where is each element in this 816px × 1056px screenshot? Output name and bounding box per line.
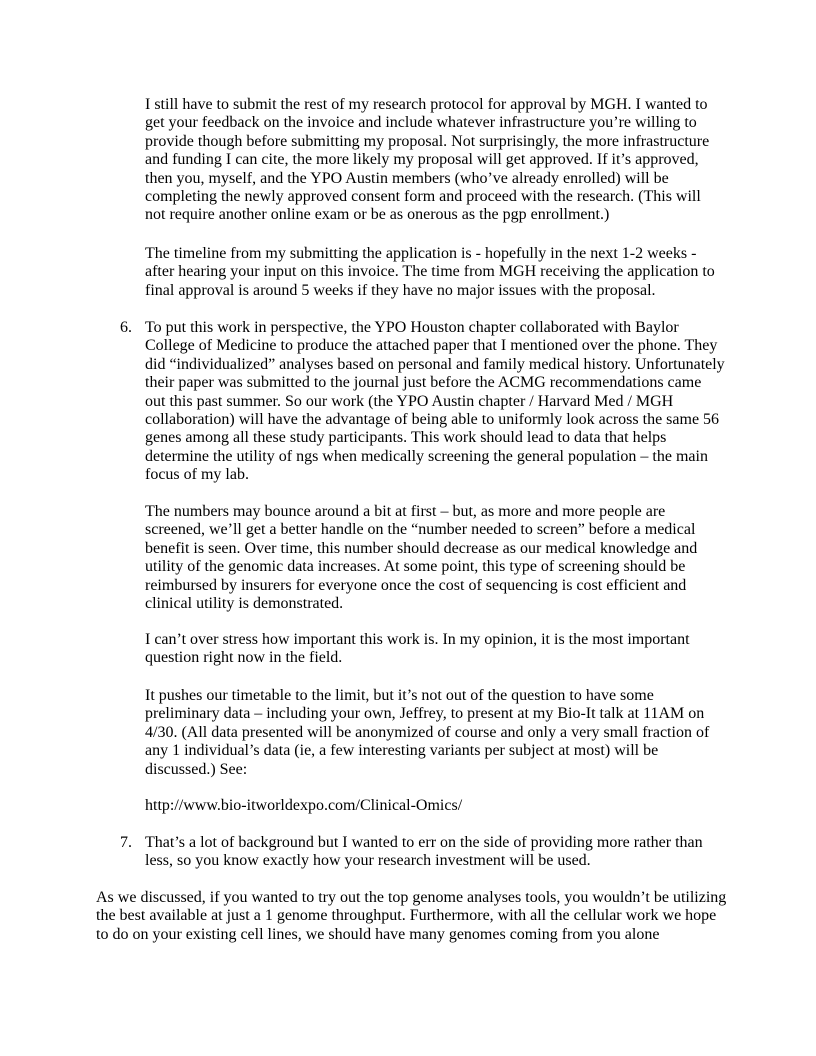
list-item-6-text: To put this work in perspective, the YPO Houston chapter collaborated with Baylor College of Medicine to produce the attached paper that I mentioned over the phone. They did “individualized” analyses based on personal and family medical history. Unfortunately their paper was submitted to the journal just before the ACMG recommendations came out this past summer. So our work (the YPO Austin chapter / Harvard Med / MGH collaboration) will have the advantage of being able to uniformly look across the same 56 genes among all these study participants. This work should lead to data that helps determine the utility of ngs when medically screening the general population – the main focus of my lab. — [145, 319, 725, 484]
paragraph-stress: I can’t over stress how important this work is. In my opinion, it is the most important question right now in the field. — [145, 631, 690, 667]
list-number-7: 7. — [120, 834, 132, 851]
paragraph-numbers: The numbers may bounce around a bit at first – but, as more and more people are screened, we’ll get a better handle on the “number needed to screen” before a medical benefit is seen. Over time, this number should decrease as our medical knowledge and utility of the genomic data increases. At some point, this type of screening should be reimbursed by insurers for everyone once the cost of sequencing is cost efficient and clinical utility is demonstrated. — [145, 503, 698, 613]
list-number-6: 6. — [120, 319, 132, 336]
paragraph-timeline: The timeline from my submitting the application is - hopefully in the next 1-2 weeks - after hearing your input on this invoice. The time from MGH receiving the application to final approval is around 5 weeks if they have no major issues with the proposal. — [145, 245, 715, 299]
paragraph-protocol: I still have to submit the rest of my research protocol for approval by MGH. I wanted to get your feedback on the invoice and include whatever infrastructure you’re willing to provide though before submitting my proposal. Not surprisingly, the more infrastructure and funding I can cite, the more likely my proposal will get approved. If it’s approved, then you, myself, and the YPO Austin members (who’ve already enrolled) will be completing the newly approved consent form and proceed with the research. (This will not require another online exam or be as onerous as the pgp enrollment.) — [145, 96, 710, 224]
list-item-7-text: That’s a lot of background but I wanted to err on the side of providing more rather than less, so you know exactly how your research investment will be used. — [145, 834, 703, 870]
paragraph-closing: As we discussed, if you wanted to try out the top genome analyses tools, you wouldn’t be utilizing the best available at just a 1 genome throughput. Furthermore, with all the cellular work we hope to do on your existing cell lines, we should have many genomes coming from you alone — [96, 889, 727, 943]
paragraph-timetable: It pushes our timetable to the limit, but it’s not out of the question to have some preliminary data – including your own, Jeffrey, to present at my Bio-It talk at 11AM on 4/30. (All data presented will be anonymized of course and only a very small fraction of any 1 individual’s data (ie, a few interesting variants per subject at most) will be discussed.) See: — [145, 687, 710, 778]
conference-url: http://www.bio-itworldexpo.com/Clinical-Omics/ — [145, 797, 463, 814]
